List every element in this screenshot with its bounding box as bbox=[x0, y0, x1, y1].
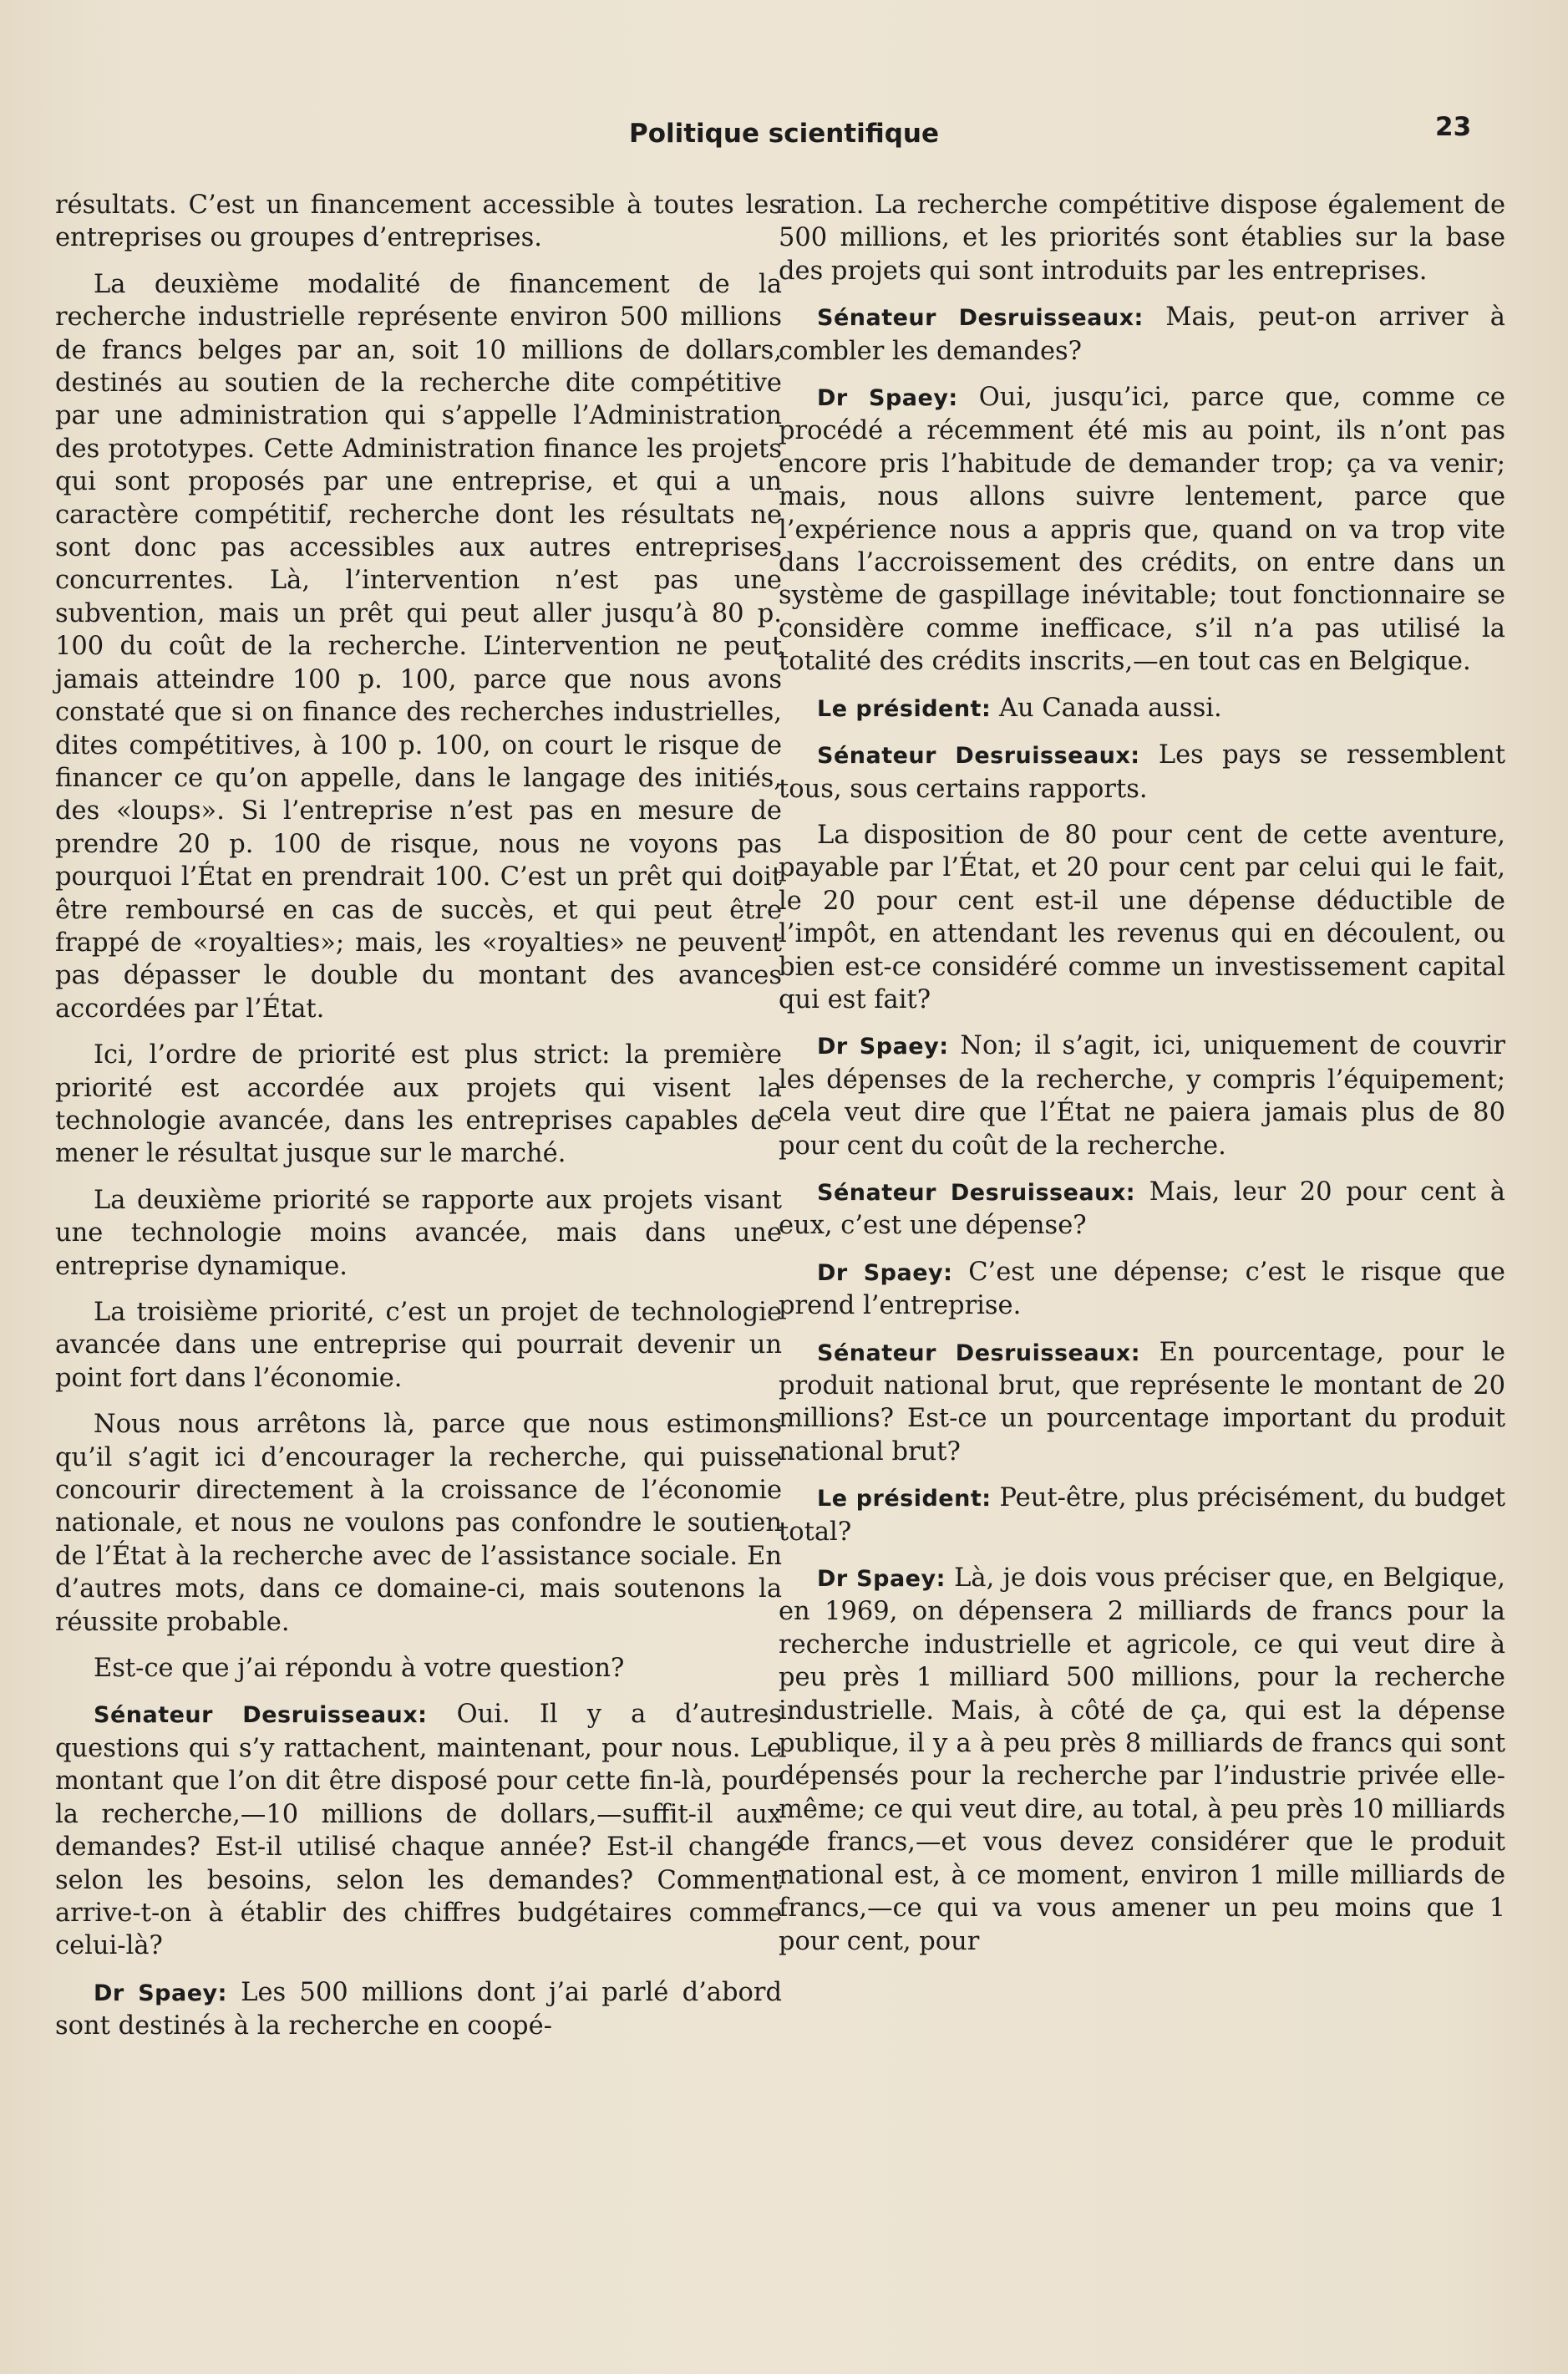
paragraph bbox=[55, 1698, 782, 1962]
speaker-name: Dr Spaey: bbox=[94, 1980, 227, 2006]
speaker-name: Le président: bbox=[817, 695, 992, 722]
paragraph bbox=[779, 692, 1505, 725]
speaker-name: Sénateur Desruisseaux: bbox=[817, 305, 1144, 332]
paragraph bbox=[55, 1184, 782, 1283]
paragraph-text: Mais, peut-on arriver à combler les demandes? bbox=[779, 302, 1505, 366]
paragraph-text: Les 500 millions dont j’ai parlé d’abord sont destinés à la recherche en coopé- bbox=[55, 1977, 782, 2041]
paragraph bbox=[55, 1976, 782, 2043]
speaker-name: Sénateur Desruisseaux: bbox=[94, 1702, 428, 1729]
paragraph-text: Peut-être, plus précisément, du budget total? bbox=[779, 1483, 1505, 1547]
paragraph bbox=[779, 1029, 1505, 1162]
speaker-name: Dr Spaey: bbox=[817, 1566, 946, 1593]
paragraph bbox=[779, 739, 1505, 806]
speaker-name: Sénateur Desruisseaux: bbox=[817, 1179, 1136, 1206]
speaker-name: Sénateur Desruisseaux: bbox=[817, 743, 1140, 770]
right-column bbox=[779, 189, 1505, 1958]
running-title: Politique scientifique bbox=[628, 119, 940, 149]
speaker-name: Sénateur Desruisseaux: bbox=[817, 1340, 1140, 1366]
paragraph bbox=[55, 1296, 782, 1395]
paragraph-text: Ici, l’ordre de priorité est plus strict: la première priorité est accordée aux projets qui visent la technologie avancée, dans les entreprises capables de mener le résultat jusque sur le marché. bbox=[55, 1040, 782, 1169]
paragraph bbox=[779, 1256, 1505, 1323]
paragraph bbox=[779, 1482, 1505, 1548]
paragraph-text: Là, je dois vous préciser que, en Belgique, en 1969, on dépensera 2 milliards de francs pour la recherche industrielle et agricole, ce qui veut dire à peu près 1 milliard 500 millions, pour la recherche industrielle. Mais, à côté de ça, qui est la dépense publique, il y a à peu près 8 milliards de francs qui sont dépensés pour la recherche par l’industrie privée elle-même; ce qui veut dire, au total, à peu près 10 milliards de francs,—et vous devez considérer que le produit national est, à ce moment, environ 1 mille milliards de francs,—ce qui va vous amener un peu moins que 1 pour cent, pour bbox=[779, 1563, 1505, 1956]
speaker-name: Dr Spaey: bbox=[817, 1259, 953, 1286]
paragraph bbox=[779, 189, 1505, 287]
paragraph-text: Non; il s’agit, ici, uniquement de couvrir les dépenses de la recherche, y compris l’équipement; cela veut dire que l’État ne paiera jamais plus de 80 pour cent du coût de la recherche. bbox=[779, 1031, 1505, 1161]
speaker-name: Dr Spaey: bbox=[817, 1034, 949, 1060]
paragraph-text: La troisième priorité, c’est un projet de technologie avancée dans une entreprise qui pourrait devenir un point fort dans l’économie. bbox=[55, 1298, 782, 1393]
paragraph-text: La deuxième modalité de financement de la recherche industrielle représente environ 500 millions de francs belges par an, soit 10 millions de dollars, destinés au soutien de la recherche dite compétitive par une administration qui s’appelle l’Administration des prototypes. Cette Administration finance les projets qui sont proposés par une entreprise, et qui a un caractère compétitif, recherche dont les résultats ne sont donc pas accessibles aux autres entreprises concurrentes. Là, l’intervention n’est pas une subvention, mais un prêt qui peut aller jusqu’à 80 p. 100 du coût de la recherche. L’intervention ne peut jamais atteindre 100 p. 100, parce que nous avons constaté que si on finance des recherches industrielles, dites compétitives, à 100 p. 100, on court le risque de financer ce qu’on appelle, dans le langage des initiés, des «loups». Si l’entreprise n’est pas en mesure de prendre 20 p. 100 de risque, nous ne voyons pas pourquoi l’État en prendrait 100. C’est un prêt qui doit être remboursé en cas de succès, et qui peut être frappé de «royalties»; mais, les «royalties» ne peuvent pas dépasser le double du montant des avances accordées par l’État. bbox=[55, 269, 782, 1024]
speaker-name: Dr Spaey: bbox=[817, 385, 958, 412]
page-number: 23 bbox=[1435, 112, 1472, 142]
paragraph bbox=[55, 1652, 782, 1685]
paragraph-text: En pourcentage, pour le produit national brut, que représente le montant de 20 millions? Est-ce un pourcentage important du produit national brut? bbox=[779, 1337, 1505, 1467]
paragraph-text: Nous nous arrêtons là, parce que nous estimons qu’il s’agit ici d’encourager la recherche, qui puisse concourir directement à la croissance de l’économie nationale, et nous ne voulons pas confondre le soutien de l’État à la recherche avec de l’assistance sociale. En d’autres mots, dans ce domaine-ci, mais soutenons la réussite probable. bbox=[55, 1410, 782, 1637]
left-column bbox=[55, 189, 782, 2043]
paragraph bbox=[779, 301, 1505, 368]
paragraph-text: C’est une dépense; c’est le risque que prend l’entreprise. bbox=[779, 1257, 1505, 1321]
paragraph bbox=[779, 1176, 1505, 1243]
paragraph bbox=[779, 1336, 1505, 1469]
paragraph-text: Oui, jusqu’ici, parce que, comme ce procédé a récemment été mis au point, ils n’ont pas encore pris l’habitude de demander trop; ça va venir; mais, nous allons suivre lentement, parce que l’expérience nous a appris que, quand on va trop vite dans l’accroissement des crédits, on entre dans un système de gaspillage inévitable; tout fonctionnaire se considère comme inefficace, s’il n’a pas utilisé la totalité des crédits inscrits,—en tout cas en Belgique. bbox=[779, 383, 1505, 677]
paragraph-text: Les pays se ressemblent tous, sous certains rapports. bbox=[779, 740, 1505, 804]
paragraph-text: La deuxième priorité se rapporte aux projets visant une technologie moins avancée, mais dans une entreprise dynamique. bbox=[55, 1185, 782, 1281]
paragraph bbox=[55, 1039, 782, 1171]
speaker-name: Le président: bbox=[817, 1486, 992, 1512]
paragraph-text: ration. La recherche compétitive dispose également de 500 millions, et les priorités sont établies sur la base des projets qui sont introduits par les entreprises. bbox=[779, 191, 1505, 286]
paragraph-text: Oui. Il y a d’autres questions qui s’y rattachent, maintenant, pour nous. Le montant que l’on dit être disposé pour cette fin-là, pour la recherche,—10 millions de dollars,—suffit-il aux demandes? Est-il utilisé chaque année? Est-il changé selon les besoins, selon les demandes? Comment arrive-t-on à établir des chiffres budgétaires comme celui-là? bbox=[55, 1700, 782, 1961]
paragraph bbox=[55, 268, 782, 1025]
paragraph bbox=[55, 1408, 782, 1639]
paragraph bbox=[779, 1562, 1505, 1958]
paragraph-text: résultats. C’est un financement accessible à toutes les entreprises ou groupes d’entreprises. bbox=[55, 191, 782, 253]
paragraph bbox=[779, 381, 1505, 679]
paragraph-text: Est-ce que j’ai répondu à votre question? bbox=[94, 1654, 625, 1684]
paragraph bbox=[55, 189, 782, 255]
paragraph-text: La disposition de 80 pour cent de cette aventure, payable par l’État, et 20 pour cent par celui qui le fait, le 20 pour cent est-il une dépense déductible de l’impôt, en attendant les revenus qui en découlent, ou bien est-ce considéré comme un investissement capital qui est fait? bbox=[779, 820, 1505, 1014]
paragraph-text: Au Canada aussi. bbox=[998, 693, 1222, 723]
paragraph bbox=[779, 819, 1505, 1016]
paragraph-text: Mais, leur 20 pour cent à eux, c’est une dépense? bbox=[779, 1177, 1505, 1241]
